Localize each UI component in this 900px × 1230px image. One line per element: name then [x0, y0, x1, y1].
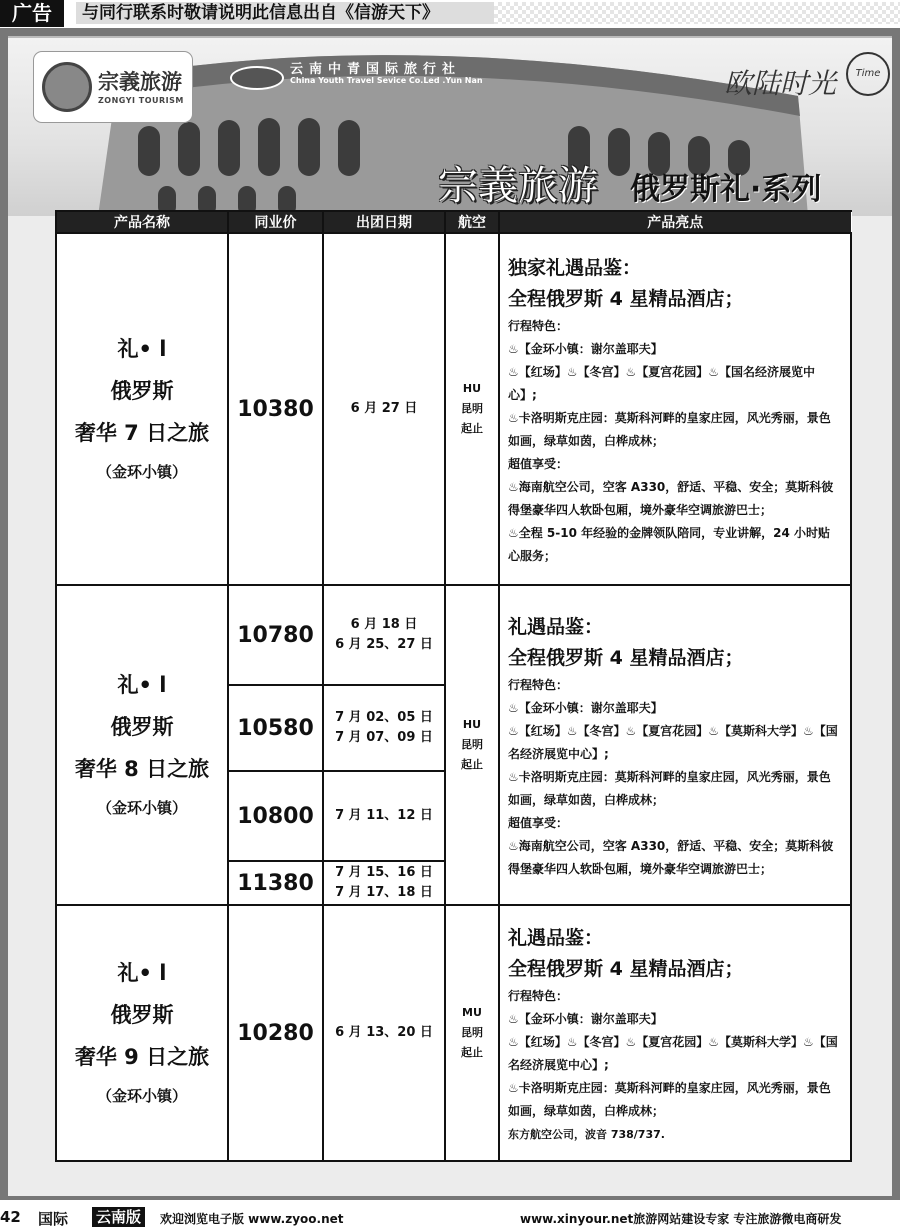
product-name-line: 奢华 9 日之旅	[74, 1045, 210, 1069]
airline-note: 起止	[461, 758, 483, 771]
highlight-line: 超值享受：	[508, 815, 569, 830]
highlight-line: ♨卡洛明斯克庄园：莫斯科河畔的皇家庄园，风光秀丽，景色如画，绿草如茵，白桦成林；	[508, 410, 831, 448]
price-cell: 10380	[228, 233, 323, 585]
departure-date: 6 月 18 日	[350, 617, 418, 632]
airline-city: 昆明	[461, 1026, 483, 1039]
price-cell: 10780	[228, 585, 323, 685]
date-cell	[323, 685, 445, 771]
table-row	[56, 585, 851, 685]
airline-city: 昆明	[461, 402, 483, 415]
highlight-line: 行程特色：	[508, 318, 569, 333]
product-name-line: 俄罗斯	[110, 715, 174, 739]
page-footer	[0, 1206, 900, 1230]
date-cell	[323, 233, 445, 585]
highlight-heading: 礼遇品鉴：	[508, 615, 604, 638]
highlights-cell	[499, 585, 851, 905]
brand-title: 宗義旅游	[438, 163, 598, 209]
departure-date: 6 月 25、27 日	[335, 637, 433, 652]
airline-city: 昆明	[461, 738, 483, 751]
price-cell: 10800	[228, 771, 323, 861]
product-name-line: 俄罗斯	[110, 379, 174, 403]
product-name-note: （金环小镇）	[96, 463, 187, 481]
airline-code: HU	[462, 718, 482, 731]
airline-code: HU	[462, 382, 482, 395]
product-name-line: 礼• l	[117, 961, 167, 985]
price-cell: 10280	[228, 905, 323, 1161]
slogan-clock-icon: Time	[846, 52, 890, 96]
hero-banner	[8, 36, 892, 216]
footer-website-right: www.xinyour.net旅游网站建设专家 专注旅游微电商研发	[520, 1212, 842, 1226]
ad-panel	[8, 36, 892, 1196]
highlight-line: ♨全程 5-10 年经验的金牌领队陪同，专业讲解，24 小时贴心服务；	[508, 525, 831, 563]
zongyi-logo	[34, 52, 192, 122]
date-cell	[323, 905, 445, 1161]
departure-date: 7 月 07、09 日	[335, 730, 433, 745]
product-name-line: 礼• l	[117, 673, 167, 697]
date-cell	[323, 585, 445, 685]
product-name-line: 礼• l	[117, 337, 167, 361]
departure-date: 7 月 11、12 日	[335, 808, 433, 823]
airline-note: 起止	[461, 422, 483, 435]
product-name-line: 奢华 7 日之旅	[74, 421, 210, 445]
highlight-line: ♨【红场】♨【冬宫】♨【夏宫花园】♨【莫斯科大学】♨【国名经济展览中心】;	[508, 723, 838, 761]
highlight-line: 东方航空公司，波音 738/737.	[508, 1127, 665, 1141]
product-name-note: （金环小镇）	[96, 799, 187, 817]
header-product-name: 产品名称	[56, 211, 228, 233]
logo-english: ZONGYI TOURISM	[98, 96, 184, 105]
highlight-line: 行程特色：	[508, 988, 569, 1003]
highlight-line: 超值享受：	[508, 456, 569, 471]
decorative-pattern	[494, 2, 900, 24]
highlight-line: ♨【金环小镇：谢尔盖耶夫】	[508, 341, 663, 356]
highlight-heading: 全程俄罗斯 4 星精品酒店；	[508, 646, 744, 669]
highlight-heading: 礼遇品鉴：	[508, 926, 604, 949]
ad-frame	[0, 28, 900, 1200]
highlight-heading: 独家礼遇品鉴：	[508, 256, 642, 279]
source-notice: 与同行联系时敬请说明此信息出自《信游天下》	[76, 2, 494, 24]
agency-name-cn: 云南中青国际旅行社	[290, 62, 462, 77]
table-header	[56, 211, 851, 233]
departure-date: 6 月 27 日	[350, 401, 418, 416]
product-name-cell	[56, 233, 228, 585]
airline-code: MU	[462, 1006, 482, 1019]
price-cell: 11380	[228, 861, 323, 905]
departure-date: 7 月 02、05 日	[335, 710, 433, 725]
header-highlights: 产品亮点	[499, 211, 851, 233]
header-date: 出团日期	[323, 211, 445, 233]
highlight-heading: 全程俄罗斯 4 星精品酒店；	[508, 287, 744, 310]
departure-date: 7 月 15、16 日	[335, 865, 433, 880]
highlight-line: ♨【红场】♨【冬宫】♨【夏宫花园】♨【莫斯科大学】♨【国名经济展览中心】;	[508, 1034, 838, 1072]
section-label: 国际	[38, 1210, 69, 1228]
highlight-line: ♨海南航空公司，空客 A330，舒适、平稳、安全；莫斯科彼得堡豪华四人软卧包厢，境外豪华空调旅游巴士；	[508, 838, 834, 876]
footprint-emblem-icon	[42, 62, 92, 112]
page-number: 42	[0, 1208, 21, 1226]
highlight-line: ♨卡洛明斯克庄园：莫斯科河畔的皇家庄园，风光秀丽，景色如画，绿草如茵，白桦成林；	[508, 769, 831, 807]
header-price: 同业价	[228, 211, 323, 233]
highlight-line: ♨海南航空公司，空客 A330，舒适、平稳、安全；莫斯科彼得堡豪华四人软卧包厢，境外豪华空调旅游巴士；	[508, 479, 834, 517]
product-name-note: （金环小镇）	[96, 1087, 187, 1105]
product-table	[55, 210, 852, 1162]
airline-cell	[445, 233, 499, 585]
airline-cell	[445, 585, 499, 905]
ad-label: 广告	[0, 0, 64, 27]
top-banner	[0, 0, 900, 28]
highlight-line: 行程特色：	[508, 677, 569, 692]
departure-date: 6 月 13、20 日	[335, 1025, 433, 1040]
header-airline: 航空	[445, 211, 499, 233]
highlight-line: ♨卡洛明斯克庄园：莫斯科河畔的皇家庄园，风光秀丽，景色如画，绿草如茵，白桦成林；	[508, 1080, 831, 1118]
table-row	[56, 905, 851, 1161]
date-cell	[323, 861, 445, 905]
product-name-cell	[56, 585, 228, 905]
agency-name-en: China Youth Travel Sevice Co.Led .Yun Nan	[290, 76, 483, 85]
footer-website-left: 欢迎浏览电子版 www.zyoo.net	[160, 1212, 344, 1226]
highlight-line: ♨【金环小镇：谢尔盖耶夫】	[508, 700, 663, 715]
highlights-cell	[499, 233, 851, 585]
highlight-line: ♨【金环小镇：谢尔盖耶夫】	[508, 1011, 663, 1026]
product-name-cell	[56, 905, 228, 1161]
airline-note: 起止	[461, 1046, 483, 1059]
departure-date: 7 月 17、18 日	[335, 885, 433, 900]
product-name-line: 奢华 8 日之旅	[74, 757, 210, 781]
product-name-line: 俄罗斯	[110, 1003, 174, 1027]
highlight-heading: 全程俄罗斯 4 星精品酒店；	[508, 957, 744, 980]
logo-name: 宗義旅游	[98, 70, 182, 94]
edition-badge: 云南版	[92, 1207, 145, 1227]
cyts-logo-icon	[230, 66, 284, 90]
price-cell: 10580	[228, 685, 323, 771]
highlights-cell	[499, 905, 851, 1161]
airline-cell	[445, 905, 499, 1161]
slogan: 欧陆时光	[724, 67, 837, 100]
highlight-line: ♨【红场】♨【冬宫】♨【夏宫花园】♨【国名经济展览中心】;	[508, 364, 816, 402]
date-cell	[323, 771, 445, 861]
table-row	[56, 233, 851, 585]
series-title: 俄罗斯礼·系列	[630, 172, 822, 207]
